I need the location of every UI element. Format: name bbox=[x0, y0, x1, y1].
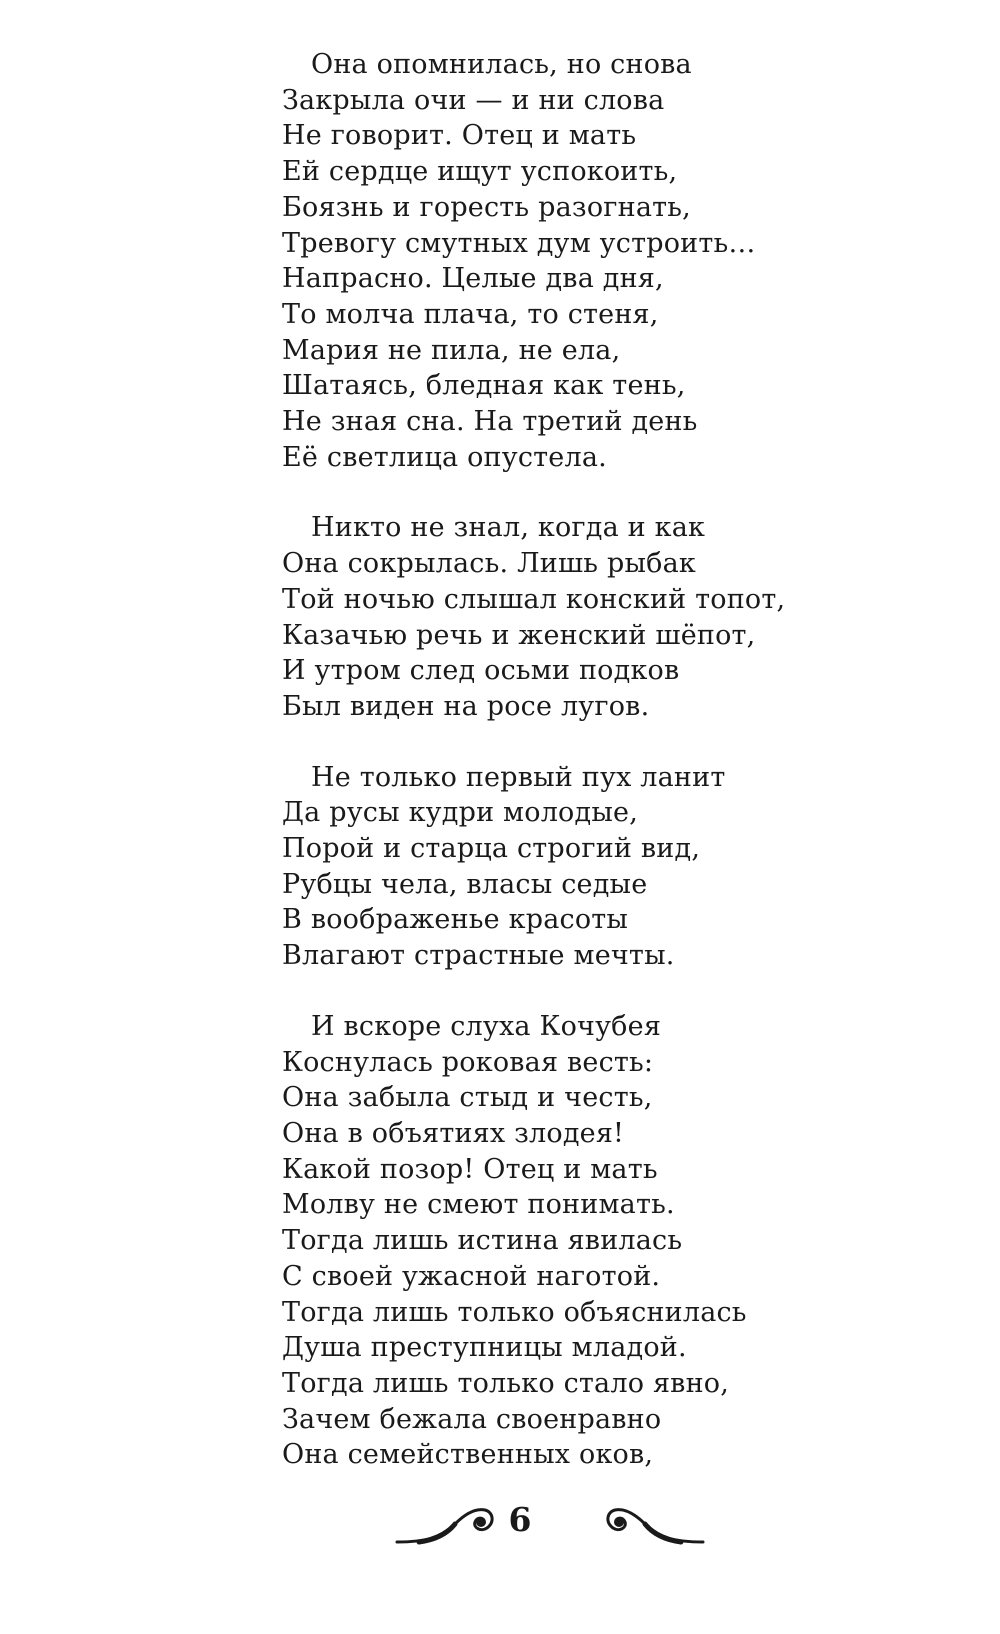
verse-line: И утром след осьми подков bbox=[282, 655, 680, 687]
verse-line: Влагают страстные мечты. bbox=[282, 940, 675, 972]
verse-line: Зачем бежала своенравно bbox=[282, 1403, 662, 1435]
verse-line: Шатаясь, бледная как тень, bbox=[282, 370, 686, 402]
verse-line: Да русы кудри молодые, bbox=[282, 797, 638, 829]
verse-line: Молву не смеют понимать. bbox=[282, 1189, 675, 1221]
verse-line: Её светлица опустела. bbox=[282, 441, 607, 473]
verse-line: И вскоре слуха Кочубея bbox=[311, 1010, 662, 1042]
verse-line: Рубцы чела, власы седые bbox=[282, 868, 648, 900]
stanza bbox=[282, 1009, 962, 1473]
verse-line: Душа преступницы младой. bbox=[282, 1332, 687, 1364]
verse-line: Она забыла стыд и честь, bbox=[282, 1082, 653, 1114]
verse-line: Закрыла очи — и ни слова bbox=[282, 84, 665, 116]
verse-line: Был виден на росе лугов. bbox=[282, 690, 650, 722]
verse-line: Казачью речь и женский шёпот, bbox=[282, 619, 756, 651]
verse-line: В воображенье красоты bbox=[282, 904, 629, 936]
verse-line: Она в объятиях злодея! bbox=[282, 1117, 625, 1149]
verse-line: Она опомнилась, но снова bbox=[311, 49, 692, 80]
verse-line: То молча плача, то стеня, bbox=[282, 298, 659, 330]
verse-line: Не говорит. Отец и мать bbox=[282, 120, 637, 152]
stanza bbox=[282, 47, 962, 475]
verse-line: Она семейственных оков, bbox=[282, 1439, 654, 1471]
verse-line: Тогда лишь только стало явно, bbox=[282, 1367, 730, 1399]
verse-line: Порой и старца строгий вид, bbox=[282, 833, 701, 865]
verse-line: Боязнь и горесть разогнать, bbox=[282, 191, 691, 223]
page-footer bbox=[0, 1494, 1000, 1554]
verse-line: Ей сердце ищут успокоить, bbox=[282, 156, 678, 188]
stanza bbox=[282, 510, 962, 724]
page-number: 6 bbox=[508, 1500, 532, 1539]
verse-line: Коснулась роковая весть: bbox=[282, 1046, 654, 1078]
verse-line: Не только первый пух ланит bbox=[311, 761, 726, 793]
verse-line: Тогда лишь истина явилась bbox=[282, 1225, 683, 1257]
verse-line: Тогда лишь только объяснилась bbox=[282, 1296, 747, 1328]
verse-line: Не зная сна. На третий день bbox=[282, 406, 698, 438]
verse-line: Она сокрылась. Лишь рыбак bbox=[282, 548, 696, 580]
verse-line: Тревогу смутных дум устроить… bbox=[282, 227, 756, 259]
verse-line: Напрасно. Целые два дня, bbox=[282, 263, 664, 295]
verse-line: С своей ужасной наготой. bbox=[282, 1260, 661, 1292]
verse-line: Какой позор! Отец и мать bbox=[282, 1153, 658, 1185]
stanza bbox=[282, 760, 962, 974]
verse-line: Той ночью слышал конский топот, bbox=[282, 583, 786, 615]
verse-line: Никто не знал, когда и как bbox=[311, 512, 706, 544]
flourish-right-icon bbox=[555, 1502, 705, 1546]
poem-text bbox=[282, 47, 962, 1508]
verse-line: Мария не пила, не ела, bbox=[282, 334, 621, 366]
